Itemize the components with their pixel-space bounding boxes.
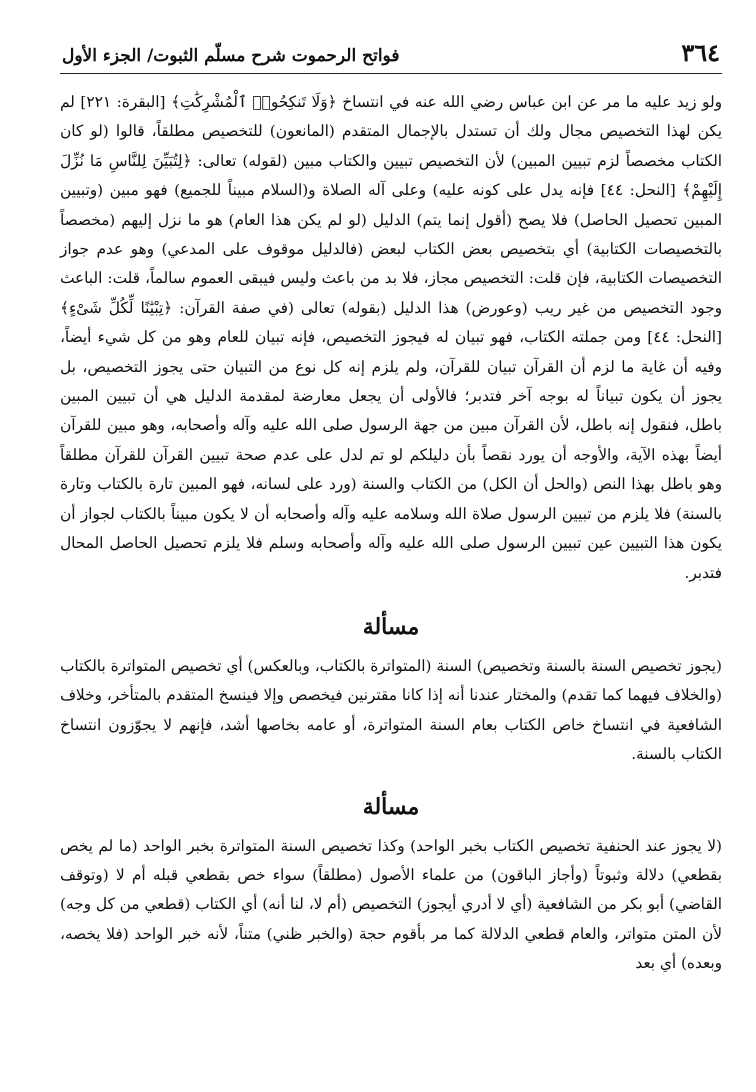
section-heading-1: مسألة xyxy=(362,613,420,640)
paragraph-commentary: ولو زيد عليه ما مر عن ابن عباس رضي الله عنه في انتساخ ﴿وَلَا تَنكِحُوا۟ ٱلْمُشْرِكَٰتِ﴾ [البقرة: ٢٢١] لم يكن لهذا التخصيص مجال ولك أن تستدل بالإجمال المتقدم (المانعون) للتخصيص مطلقاً، قالوا (لو كان الكتاب مخصصاً لزم تبيين المبين) لأن التخصيص تبيين والكتاب مبين (لقوله) تعالى: ﴿لِتُبَيِّنَ لِلنَّاسِ مَا نُزِّلَ إِلَيْهِمْ﴾ [النحل: ٤٤] فإنه يدل على كونه عليه) وعلى آله الصلاة و(السلام مبيناً للجميع) فهو مبين (وتبيين المبين تحصيل الحاصل) فلا يصح (أقول إنما يتم) الدليل (لو لم يكن هذا العام) هو ما نزل إليهم (مخصصاً بالتخصيصات الكتابية) أي بتخصيص بعض الكتاب لبعض (فالدليل موقوف على المدعي) وهو عدم جواز التخصيصات الكتابية، فإن قلت: التخصيص مجاز، فلا بد من باعث وليس فيبقى العموم سالماً، قلت: الباعث وجود التخصيص من غير ريب (وعورض) هذا الدليل (بقوله) تعالى (في صفة القرآن: ﴿تِبْيَٰنًا لِّكُلِّ شَىْءٍ﴾ [النحل: ٤٤] ومن جملته الكتاب، فهو تبيان له فيجوز التخصيص، فإنه تبيان للعام وهو من كل شيء أيضاً، وفيه أن غاية ما لزم أن القرآن تبيان للقرآن، ولم يلزم إنه كل نوع من التبيان حتى يجوز التخصيص، بل يجوز أن يكون تبياناً له بوجه آخر فتدبر؛ فالأولى أن يجعل معارضة لمقدمة الدليل هي أن تبيين المبين باطل، فنقول إنه باطل، لأن القرآن مبين من جهة الرسول صلى الله عليه وآله وأصحابه، وهو مبين للقرآن أيضاً بهذه الآية، والأوجه أن يورد نقصاً بأن دليلكم لو تم لدل على عدم صحة تبيين القرآن للقرآن مطلقاً وهو باطل بهذا النص (والحل أن الكل) من الكتاب والسنة (ورد على لسانه، فهو المبين تارة بالكتاب وتارة بالسنة) فلا يلزم من تبيين الرسول صلاة الله وسلامه عليه وآله وأصحابه أن لا يكون مبيناً بالكتاب لجواز أن يكون هذا التبيين عين تبيين الرسول صلى الله عليه وآله وأصحابه وسلم فلا يلزم تحصيل الحاصل المحال فتدبر. xyxy=(60,93,723,582)
page xyxy=(60,38,722,979)
page-header xyxy=(60,38,722,74)
page-number: ٣٦٤ xyxy=(681,38,720,67)
paragraph-section-2: (لا يجوز عند الحنفية تخصيص الكتاب بخبر الواحد) وكذا تخصيص السنة المتواترة بخبر الواحد (ما لم يخص بقطعي) دلالة وثبوتاً (وأجاز الباقون) من علماء الأصول (مطلقاً) سواء خص بقطعي قبله أم لا (وتوقف القاضي) أبو بكر من الشافعية (أي لا أدري أيجوز) التخصيص (أم لا، لنا أنه) أي الكتاب (قطعي من كل وجه) لأن المتن متواتر، والعام قطعي الدلالة كما مر بأقوم حجة (والخبر ظني) متناً، لأنه خبر الواحد (فلا يخصه، وبعده) أي بعد xyxy=(60,836,722,973)
section-heading-2: مسألة xyxy=(362,793,420,820)
running-title: فواتح الرحموت شرح مسلّم الثبوت/ الجزء الأول xyxy=(62,46,400,66)
paragraph-section-1: (يجوز تخصيص السنة بالسنة وتخصيص) السنة (المتواترة بالكتاب، وبالعكس) أي تخصيص المتواترة بالكتاب (والخلاف فيهما كما تقدم) والمختار عندنا أنه إذا كانا مقترنين فيخصص وإلا فينسخ المتقدم بالمتأخر، وخلاف الشافعية في انتساخ خاص الكتاب بعام السنة المتواترة، أو عامه بخاصها أشد، فإنهم لا يجوّزون انتساخ الكتاب بالسنة. xyxy=(60,656,722,764)
